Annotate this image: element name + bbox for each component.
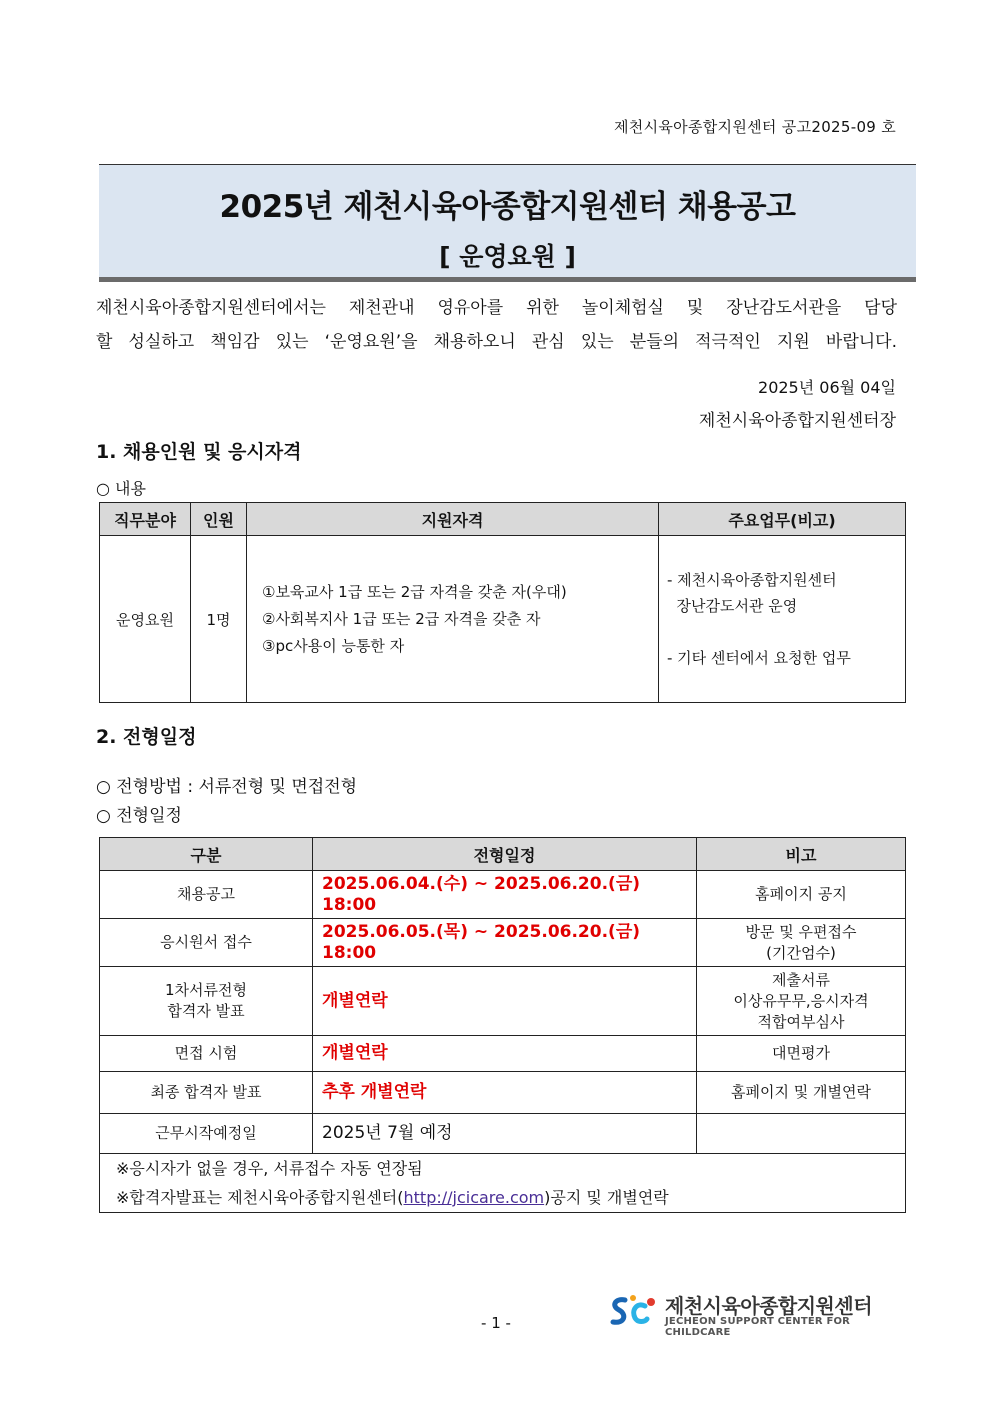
- note-line: (기간엄수): [766, 943, 836, 962]
- schedule-category: [100, 967, 313, 1036]
- schedule-date: 2025.06.05.(목) ~ 2025.06.20.(금) 18:00: [313, 919, 697, 967]
- duties: [659, 536, 906, 703]
- duty-item: - 기타 센터에서 요청한 업무: [667, 649, 851, 667]
- schedule-category: 응시원서 접수: [100, 919, 313, 967]
- schedule-category: 면접 시험: [100, 1036, 313, 1072]
- schedule-date: 2025.06.04.(수) ~ 2025.06.20.(금) 18:00: [313, 871, 697, 919]
- intro-line-2: 할 성실하고 책임감 있는 ‘운영요원’을 채용하오니 관심 있는 분들의 적극적인 지원 바랍니다.: [96, 332, 897, 352]
- title-banner: [99, 164, 916, 282]
- note-text: )공지 및 개별연락: [544, 1188, 669, 1207]
- table-header-row: [100, 503, 906, 536]
- note-line: 제출서류: [772, 970, 830, 989]
- table-row: [100, 536, 906, 703]
- duty-item: 장난감도서관 운영: [667, 597, 798, 615]
- section-1-bullet: ○ 내용: [96, 479, 146, 498]
- note-line: [116, 1183, 905, 1212]
- schedule-note: 홈페이지 공지: [697, 871, 906, 919]
- issuer-name: 제천시육아종합지원센터장: [698, 411, 896, 431]
- section-1-heading: 1. 채용인원 및 응시자격: [96, 441, 302, 463]
- intro-line-1: 제천시육아종합지원센터에서는 제천관내 영유아를 위한 놀이체험실 및 장난감도서관을 담당: [96, 298, 897, 318]
- website-link[interactable]: http://jcicare.com: [403, 1188, 545, 1207]
- schedule-table: [99, 837, 906, 1213]
- announcement-date: 2025년 06월 04일: [758, 378, 896, 397]
- page-subtitle: [ 운영요원 ]: [439, 242, 576, 271]
- table-row: [100, 1072, 906, 1114]
- center-logo: [607, 1290, 897, 1338]
- page-title: 2025년 제천시육아종합지원센터 채용공고: [219, 189, 796, 225]
- table-row: [100, 967, 906, 1036]
- schedule-note: 홈페이지 및 개별연락: [697, 1072, 906, 1114]
- schedule-note: 대면평가: [697, 1036, 906, 1072]
- column-header: 비고: [697, 838, 906, 871]
- notice-number: 제천시육아종합지원센터 공고2025-09 호: [614, 118, 896, 136]
- schedule-category: 최종 합격자 발표: [100, 1072, 313, 1114]
- schedule-date: 추후 개별연락: [313, 1072, 697, 1114]
- qualification-item: ②사회복지사 1급 또는 2급 자격을 갖춘 자: [262, 609, 541, 628]
- schedule-category: 채용공고: [100, 871, 313, 919]
- table-header-row: [100, 838, 906, 871]
- page-number: - 1 -: [481, 1314, 511, 1332]
- job-field: 운영요원: [100, 536, 191, 703]
- notes-row: [100, 1154, 906, 1213]
- schedule-date: 개별연락: [313, 1036, 697, 1072]
- section-2-bullet: ○ 전형일정: [96, 806, 182, 826]
- schedule-note: [697, 919, 906, 967]
- note-text: ※합격자발표는 제천시육아종합지원센터(: [116, 1188, 404, 1207]
- table-row: [100, 1036, 906, 1072]
- logo-name-korean: 제천시육아종합지원센터: [665, 1294, 873, 1318]
- schedule-note: [697, 967, 906, 1036]
- table-row: [100, 919, 906, 967]
- schedule-category: 근무시작예정일: [100, 1114, 313, 1154]
- logo-mark-icon: [607, 1292, 659, 1332]
- column-header: 구분: [100, 838, 313, 871]
- category-line: 합격자 발표: [167, 1002, 245, 1020]
- qualification-item: ③pc사용이 능통한 자: [262, 636, 405, 655]
- headcount: 1명: [191, 536, 247, 703]
- column-header: 지원자격: [247, 503, 659, 536]
- column-header: 직무분야: [100, 503, 191, 536]
- recruitment-table: [99, 502, 906, 703]
- intro-paragraph: [96, 291, 897, 359]
- logo-name-english: JECHEON SUPPORT CENTER FOR CHILDCARE: [665, 1316, 851, 1338]
- qualifications: [247, 536, 659, 703]
- note-line: 방문 및 우편접수: [745, 922, 857, 941]
- column-header: 전형일정: [313, 838, 697, 871]
- schedule-notes: [100, 1154, 906, 1213]
- duty-item: - 제천시육아종합지원센터: [667, 571, 837, 589]
- schedule-note: [697, 1114, 906, 1154]
- qualification-item: ①보육교사 1급 또는 2급 자격을 갖춘 자(우대): [262, 582, 567, 601]
- note-line: ※응시자가 없을 경우, 서류접수 자동 연장됨: [116, 1159, 423, 1178]
- section-2-bullet: ○ 전형방법 : 서류전형 및 면접전형: [96, 777, 358, 797]
- column-header: 주요업무(비고): [659, 503, 906, 536]
- table-row: [100, 1114, 906, 1154]
- category-line: 1차서류전형: [165, 981, 247, 999]
- schedule-date: 개별연락: [313, 967, 697, 1036]
- column-header: 인원: [191, 503, 247, 536]
- table-row: [100, 871, 906, 919]
- schedule-date: 2025년 7월 예정: [313, 1114, 697, 1154]
- section-2-heading: 2. 전형일정: [96, 726, 197, 748]
- note-line: 이상유무무,응시자격: [733, 991, 869, 1010]
- note-line: 적합여부심사: [757, 1012, 845, 1031]
